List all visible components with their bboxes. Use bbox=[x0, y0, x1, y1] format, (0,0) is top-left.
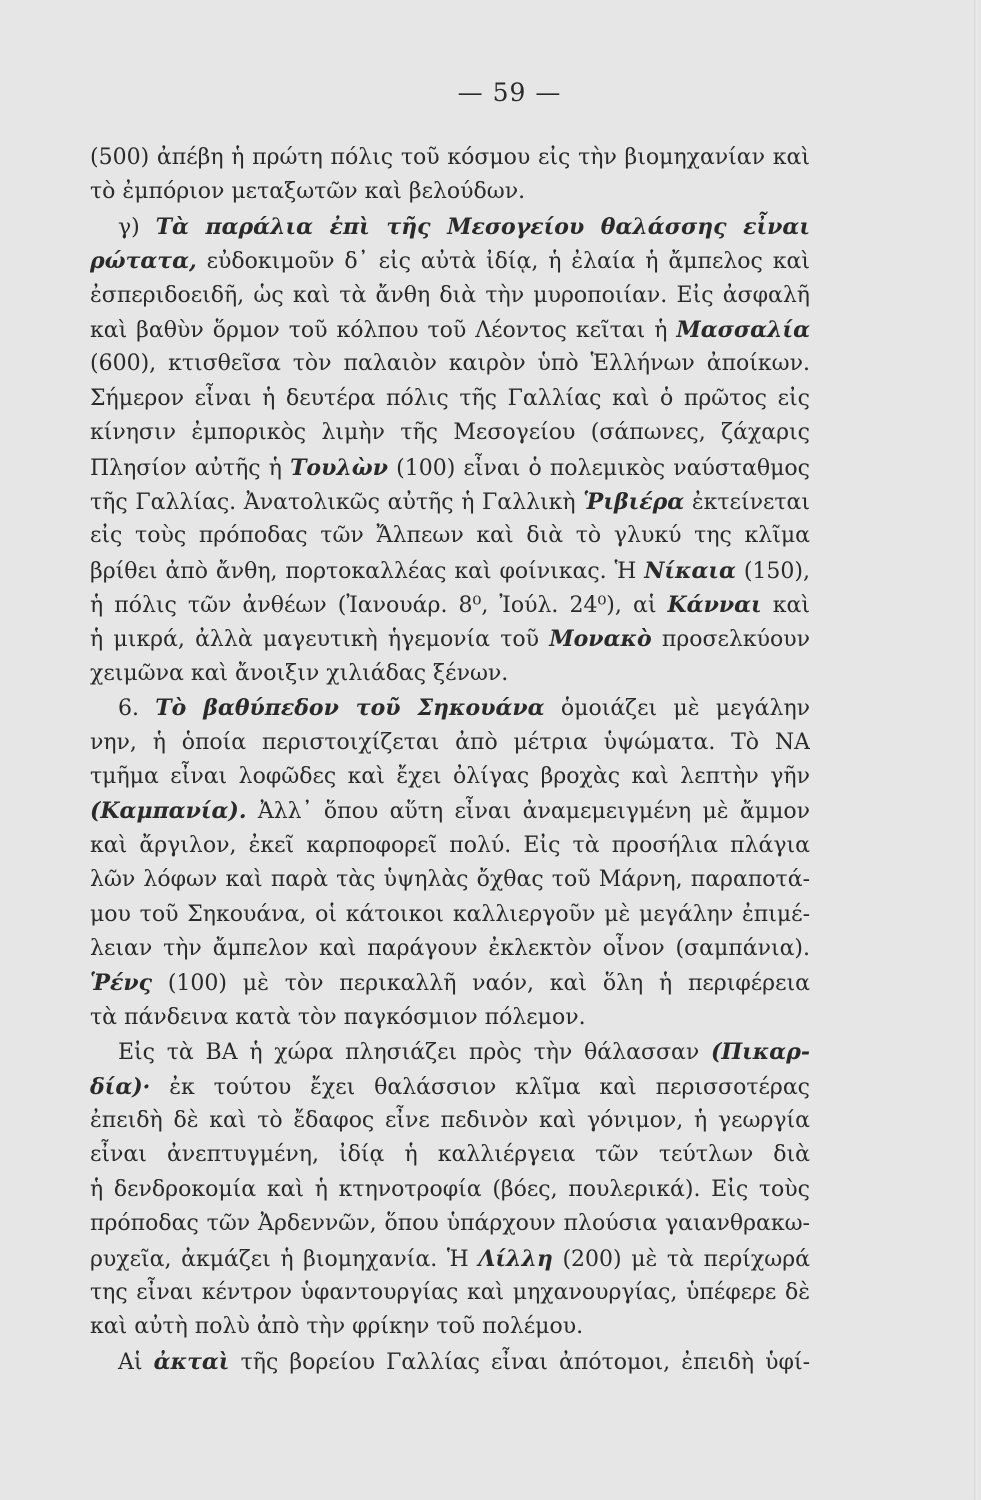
text-run: Πλησίον αὐτῆς ἡ bbox=[90, 455, 291, 481]
text-run: μου τοῦ Σηκουάνα, οἱ κάτοικοι καλλιεργοῦν μὲ μεγάλην ἐπιμέ- bbox=[90, 901, 810, 927]
text-line bbox=[90, 657, 810, 691]
emphasized-term: (Πικαρ- bbox=[710, 1039, 810, 1066]
text-line bbox=[90, 382, 810, 416]
emphasized-term: Μασσαλία bbox=[676, 316, 810, 343]
text-line bbox=[90, 210, 810, 244]
emphasized-term: Τὸ βαθύπεδον τοῦ Σηκουάνα bbox=[155, 695, 545, 722]
text-run: γ) bbox=[118, 214, 156, 240]
text-line bbox=[90, 1242, 810, 1276]
text-run: ἐσπεριδοειδῆ, ὡς καὶ τὰ ἄνθη διὰ τὴν μυροποιίαν. Εἰς ἀσφαλῆ bbox=[90, 282, 810, 308]
text-run: ἡ πόλις τῶν ἀνθέων (Ἰανουάρ. 8⁰, Ἰούλ. 24⁰), αἱ bbox=[90, 593, 668, 619]
text-line bbox=[90, 175, 810, 209]
text-line bbox=[90, 932, 810, 966]
body-text bbox=[90, 141, 810, 1379]
emphasized-term: Ῥιβιέρα bbox=[583, 488, 685, 515]
text-line bbox=[90, 416, 810, 450]
text-run: Σήμερον εἶναι ἡ δευτέρα πόλις τῆς Γαλλίας καὶ ὁ πρῶτος εἰς bbox=[90, 385, 810, 411]
emphasized-term: Τὰ παράλια ἐπὶ τῆς Μεσογείου θαλάσσης εἶναι bbox=[155, 213, 810, 240]
text-run: προσελκύουν bbox=[651, 627, 810, 653]
text-line bbox=[90, 1173, 810, 1207]
text-line bbox=[90, 1104, 810, 1138]
text-run: λειαν τὴν ἄμπελον καὶ παράγουν ἐκλεκτὸν οἶνον (σαμπάνια). bbox=[90, 936, 810, 962]
text-run: Εἰς τὰ ΒΑ ἡ χώρα πλησιάζει πρὸς τὴν θάλασσαν bbox=[118, 1040, 711, 1066]
emphasized-term: ἀκταὶ bbox=[153, 1348, 230, 1375]
text-line bbox=[90, 313, 810, 347]
text-run: καὶ bbox=[761, 593, 810, 619]
text-line bbox=[90, 1001, 810, 1035]
text-line bbox=[90, 1207, 810, 1241]
text-run: νην, ἡ ὁποία περιστοιχίζεται ἀπὸ μέτρια ὑψώματα. Τὸ ΝΑ bbox=[90, 729, 810, 755]
text-line bbox=[90, 966, 810, 1000]
text-line bbox=[90, 1138, 810, 1172]
emphasized-term: Νίκαια bbox=[644, 557, 736, 584]
text-run: χειμῶνα καὶ ἄνοιξιν χιλιάδας ξένων. bbox=[90, 660, 509, 686]
text-run: (600), κτισθεῖσα τὸν παλαιὸν καιρὸν ὑπὸ Ἑλλήνων ἀποίκων. bbox=[90, 351, 810, 377]
text-line bbox=[90, 622, 810, 656]
text-run: πρόποδας τῶν Ἀρδεννῶν, ὅπου ὑπάρχουν πλούσια γαιανθρακω- bbox=[90, 1211, 810, 1237]
emphasized-term: ρώτατα, bbox=[90, 248, 197, 275]
text-run: καὶ ἄργιλον, ἐκεῖ καρποφορεῖ πολύ. Εἰς τὰ προσήλια πλάγια bbox=[90, 832, 810, 858]
text-run: καὶ βαθὺν ὅρμον τοῦ κόλπου τοῦ Λέοντος κεῖται ἡ bbox=[90, 317, 677, 343]
text-run: (500) ἀπέβη ἡ πρώτη πόλις τοῦ κόσμου εἰς τὴν βιομηχανίαν καὶ bbox=[90, 145, 810, 170]
text-line bbox=[90, 554, 810, 588]
text-run: καὶ αὐτὴ πολὺ ἀπὸ τὴν φρίκην τοῦ πολέμου. bbox=[90, 1314, 584, 1340]
text-run: ρυχεῖα, ἀκμάζει ἡ βιομηχανία. Ἡ bbox=[90, 1246, 479, 1272]
text-line bbox=[90, 588, 810, 622]
text-run: ἡ μικρά, ἀλλὰ μαγευτικὴ ἡγεμονία τοῦ bbox=[90, 627, 550, 653]
text-line bbox=[90, 898, 810, 932]
text-line bbox=[90, 691, 810, 725]
emphasized-term: Τουλὼν bbox=[290, 454, 389, 481]
text-line bbox=[90, 1310, 810, 1344]
text-run: ἐκτείνεται bbox=[684, 489, 810, 515]
text-run: κίνησιν ἐμπορικὸς λιμὴν τῆς Μεσογείου (σάπωνες, ζάχαρις bbox=[90, 420, 810, 446]
page-edge bbox=[974, 0, 977, 1500]
text-run: εὐδοκιμοῦν δ᾽ εἰς αὐτὰ ἰδίᾳ, ἡ ἐλαία ἡ ἄμπελος καὶ bbox=[206, 249, 810, 275]
text-line bbox=[90, 760, 810, 794]
text-line bbox=[90, 244, 810, 278]
text-run: της εἶναι κέντρον ὑφαντουργίας καὶ μηχανουργίας, ὑπέφερε δὲ bbox=[90, 1279, 810, 1305]
emphasized-term: Ῥένς bbox=[90, 970, 153, 997]
text-run: τὰ πάνδεινα κατὰ τὸν παγκόσμιον πόλεμον. bbox=[90, 1004, 586, 1030]
text-line bbox=[90, 1345, 810, 1379]
text-run: εἰς τοὺς πρόποδας τῶν Ἄλπεων καὶ διὰ τὸ γλυκύ της κλῖμα bbox=[90, 523, 810, 549]
text-run: τῆς βορείου Γαλλίας εἶναι ἀπότομοι, ἐπειδὴ ὑφί- bbox=[229, 1349, 810, 1375]
emphasized-term: Λίλλη bbox=[478, 1245, 553, 1272]
text-run: εἶναι ἀνεπτυγμένη, ἰδίᾳ ἡ καλλιέργεια τῶν τεύτλων διὰ bbox=[90, 1142, 810, 1168]
text-line bbox=[90, 141, 810, 175]
text-run: βρίθει ἀπὸ ἄνθη, πορτοκαλλέας καὶ φοίνικας. Ἡ bbox=[90, 558, 645, 584]
emphasized-term: (Καμπανία). bbox=[90, 798, 247, 825]
text-run: Αἱ bbox=[118, 1349, 154, 1375]
emphasized-term: Μονακὸ bbox=[549, 626, 652, 653]
text-run: Ἀλλ᾽ ὅπου αὕτη εἶναι ἀναμεμειγμένη μὲ ἄμμον bbox=[246, 799, 810, 825]
text-line bbox=[90, 1035, 810, 1069]
text-run: (150), bbox=[735, 558, 810, 584]
text-line bbox=[90, 279, 810, 313]
page-number: — 59 — bbox=[457, 78, 562, 107]
text-run: 6. bbox=[118, 696, 156, 722]
text-run: (200) μὲ τὰ περίχωρά bbox=[552, 1246, 810, 1272]
text-run: ἡ δενδροκομία καὶ ἡ κτηνοτροφία (βόες, πουλερικά). Εἰς τοὺς bbox=[90, 1176, 810, 1202]
text-run: (100) εἶναι ὁ πολεμικὸς ναύσταθμος bbox=[388, 455, 810, 481]
emphasized-term: δία)· bbox=[90, 1073, 151, 1100]
text-run: (100) μὲ τὸν περικαλλῆ ναόν, καὶ ὅλη ἡ περιφέρεια bbox=[167, 971, 810, 997]
text-line bbox=[90, 1276, 810, 1310]
emphasized-term: Κάνναι bbox=[667, 592, 762, 619]
text-line bbox=[90, 347, 810, 381]
text-line bbox=[90, 726, 810, 760]
text-run: ἐκ τούτου ἔχει θαλάσσιον κλῖμα καὶ περισσοτέρας bbox=[169, 1074, 810, 1100]
text-run: τὸ ἐμπόριον μεταξωτῶν καὶ βελούδων. bbox=[90, 179, 526, 205]
text-line bbox=[90, 451, 810, 485]
text-line bbox=[90, 863, 810, 897]
text-run: τμῆμα εἶναι λοφῶδες καὶ ἔχει ὀλίγας βροχὰς καὶ λεπτὴν γῆν bbox=[90, 764, 810, 790]
text-line bbox=[90, 1070, 810, 1104]
text-run: τῆς Γαλλίας. Ἀνατολικῶς αὐτῆς ἡ Γαλλικὴ bbox=[90, 489, 584, 515]
text-run: ὁμοιάζει μὲ μεγάλην bbox=[560, 696, 810, 722]
text-line bbox=[90, 829, 810, 863]
text-line bbox=[90, 485, 810, 519]
text-run: λῶν λόφων καὶ παρὰ τὰς ὑψηλὰς ὄχθας τοῦ Μάρνη, παραποτά- bbox=[90, 867, 810, 893]
text-line bbox=[90, 519, 810, 553]
text-line bbox=[90, 794, 810, 828]
text-run: ἐπειδὴ δὲ καὶ τὸ ἔδαφος εἶνε πεδινὸν καὶ γόνιμον, ἡ γεωργία bbox=[90, 1107, 810, 1133]
